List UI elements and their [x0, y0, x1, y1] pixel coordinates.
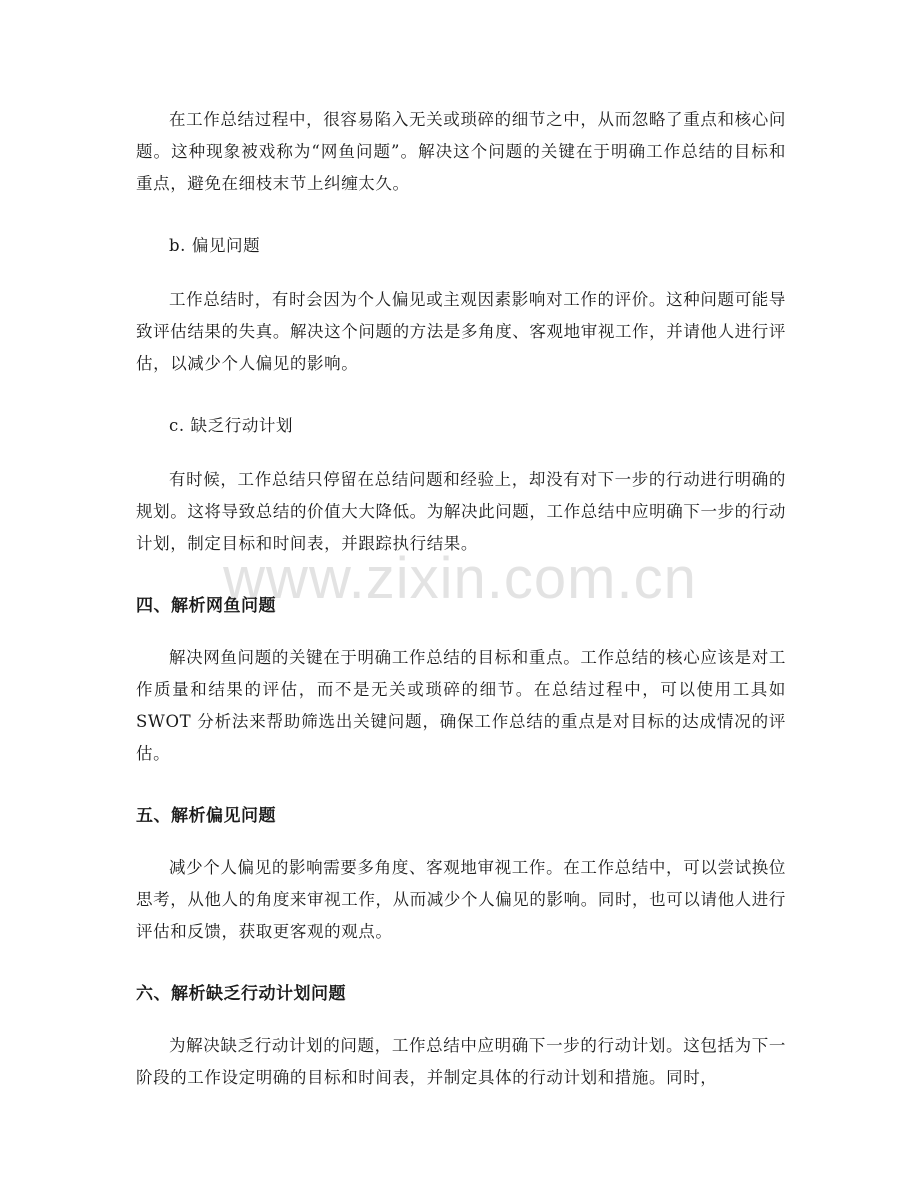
- document-body: [136, 104, 786, 1124]
- subheading-action-plan: c. 缺乏行动计划: [169, 416, 294, 435]
- watermark: www.zixin.com.cn: [223, 546, 697, 611]
- section-heading-5: 五、解析偏见问题: [136, 806, 276, 826]
- paragraph-bias: 工作总结时，有时会因为个人偏见或主观因素影响对工作的评价。这种问题可能导致评估结果的失真。解决这个问题的方法是多角度、客观地审视工作，并请他人进行评估，以减少个人偏见的影响。: [136, 290, 786, 373]
- section-heading-4: 四、解析网鱼问题: [136, 596, 276, 616]
- paragraph-action-plan: 有时候，工作总结只停留在总结问题和经验上，却没有对下一步的行动进行明确的规划。这将导致总结的价值大大降低。为解决此问题，工作总结中应明确下一步的行动计划，制定目标和时间表，并跟踪执行结果。: [136, 470, 786, 553]
- paragraph-section-4: 解决网鱼问题的关键在于明确工作总结的目标和重点。工作总结的核心应该是对工作质量和结果的评估，而不是无关或琐碎的细节。在总结过程中，可以使用工具如 SWOT 分析法来帮助筛选出关键问题，确保工作总结的重点是对目标的达成情况的评估。: [136, 648, 786, 763]
- section-heading-6: 六、解析缺乏行动计划问题: [136, 984, 346, 1004]
- paragraph-section-6: 为解决缺乏行动计划的问题，工作总结中应明确下一步的行动计划。这包括为下一阶段的工作设定明确的目标和时间表，并制定具体的行动计划和措施。同时，: [136, 1036, 786, 1087]
- subheading-bias: b. 偏见问题: [169, 236, 261, 255]
- paragraph-intro: 在工作总结过程中，很容易陷入无关或琐碎的细节之中，从而忽略了重点和核心问题。这种现象被戏称为“网鱼问题”。解决这个问题的关键在于明确工作总结的目标和重点，避免在细枝末节上纠缠太久。: [136, 110, 786, 193]
- paragraph-section-5: 减少个人偏见的影响需要多角度、客观地审视工作。在工作总结中，可以尝试换位思考，从他人的角度来审视工作，从而减少个人偏见的影响。同时，也可以请他人进行评估和反馈，获取更客观的观点。: [136, 858, 786, 941]
